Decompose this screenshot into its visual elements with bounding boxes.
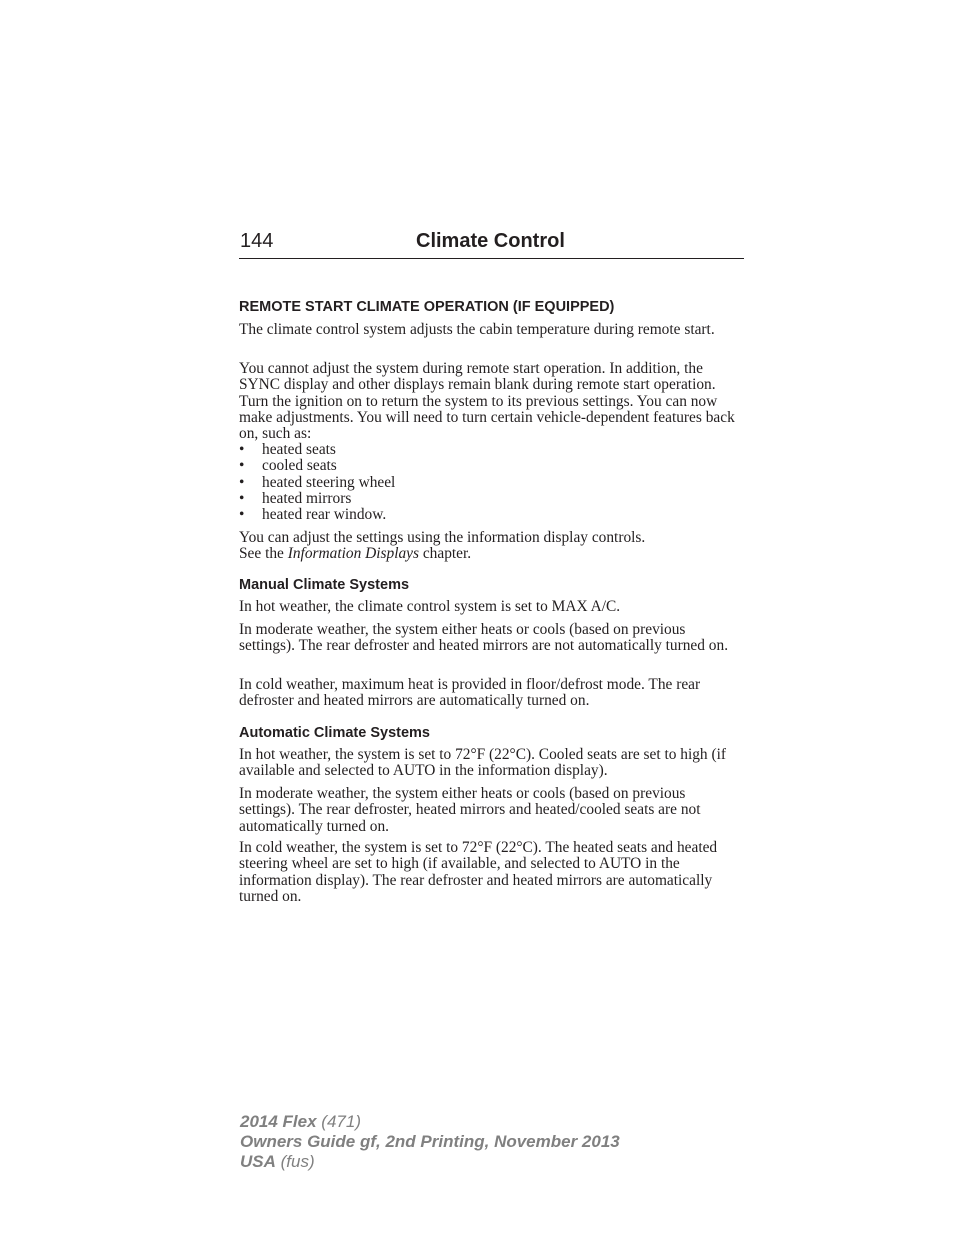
chapter-title: Climate Control [416, 230, 565, 252]
page-footer [240, 1112, 620, 1172]
chapter-reference: Information Displays [287, 545, 419, 563]
list-item [239, 458, 395, 474]
paragraph-text: See the [239, 545, 284, 563]
list-item-text: heated mirrors [262, 489, 352, 507]
footer-model-code: (471) [321, 1112, 361, 1131]
list-item-text: cooled seats [262, 457, 337, 475]
footer-line-model [240, 1112, 620, 1132]
page-header [239, 228, 744, 259]
list-item [239, 442, 395, 458]
footer-model: 2014 Flex [240, 1112, 317, 1131]
section-heading-automatic: Automatic Climate Systems [239, 725, 430, 741]
list-item [239, 507, 395, 523]
paragraph-remote-start-1: The climate control system adjusts the cabin temperature during remote start. [239, 321, 715, 338]
paragraph-remote-start-2: You cannot adjust the system during remote start operation. In addition, the SYNC display and other displays remain blank during remote start operation. Turn the ignition on to return the system to its previous settings. You can now make adjustments. You will need to turn certain vehicle-dependent features back on, such as: [239, 360, 735, 443]
paragraph-remote-start-3 [239, 530, 744, 563]
footer-market-code: (fus) [280, 1152, 315, 1171]
page-number: 144 [240, 230, 274, 252]
paragraph-manual-3: In cold weather, maximum heat is provided in floor/defrost mode. The rear defroster and heated mirrors are automatically turned on. [239, 676, 701, 710]
paragraph-automatic-2: In moderate weather, the system either heats or cools (based on previous settings). The rear defroster, heated mirrors and heated/cooled seats are not automatically turned on. [239, 785, 701, 835]
paragraph-manual-1: In hot weather, the climate control system is set to MAX A/C. [239, 598, 621, 615]
paragraph-automatic-1: In hot weather, the system is set to 72°F (22°C). Cooled seats are set to high (if available and selected to AUTO in the information display). [239, 746, 727, 780]
list-item-text: heated seats [262, 441, 336, 458]
footer-market: USA [240, 1152, 276, 1171]
list-item [239, 491, 395, 507]
paragraph-text: chapter. [422, 545, 472, 563]
paragraph-manual-2: In moderate weather, the system either heats or cools (based on previous settings). The rear defroster and heated mirrors are not automatically turned on. [239, 621, 729, 655]
bullet-icon: • [239, 489, 245, 507]
footer-guide-edition: Owners Guide gf, 2nd Printing, November 2013 [240, 1132, 620, 1151]
manual-page [239, 228, 744, 905]
list-item-text: heated rear window. [262, 506, 387, 524]
feature-list [239, 442, 395, 523]
bullet-icon: • [239, 457, 245, 475]
list-item-text: heated steering wheel [262, 473, 396, 491]
list-item [239, 475, 395, 491]
section-heading-remote-start: REMOTE START CLIMATE OPERATION (IF EQUIPPED) [239, 299, 615, 315]
paragraph-automatic-3: In cold weather, the system is set to 72°F (22°C). The heated seats and heated steering wheel are set to high (if available, and selected to AUTO in the information display). The rear defroster and heated mirrors are automatically turned on. [239, 839, 718, 905]
paragraph-text: You can adjust the settings using the information display controls. [239, 529, 646, 546]
bullet-icon: • [239, 473, 245, 491]
bullet-icon: • [239, 506, 245, 524]
footer-line-market [240, 1152, 620, 1172]
section-heading-manual: Manual Climate Systems [239, 577, 410, 593]
bullet-icon: • [239, 441, 245, 458]
